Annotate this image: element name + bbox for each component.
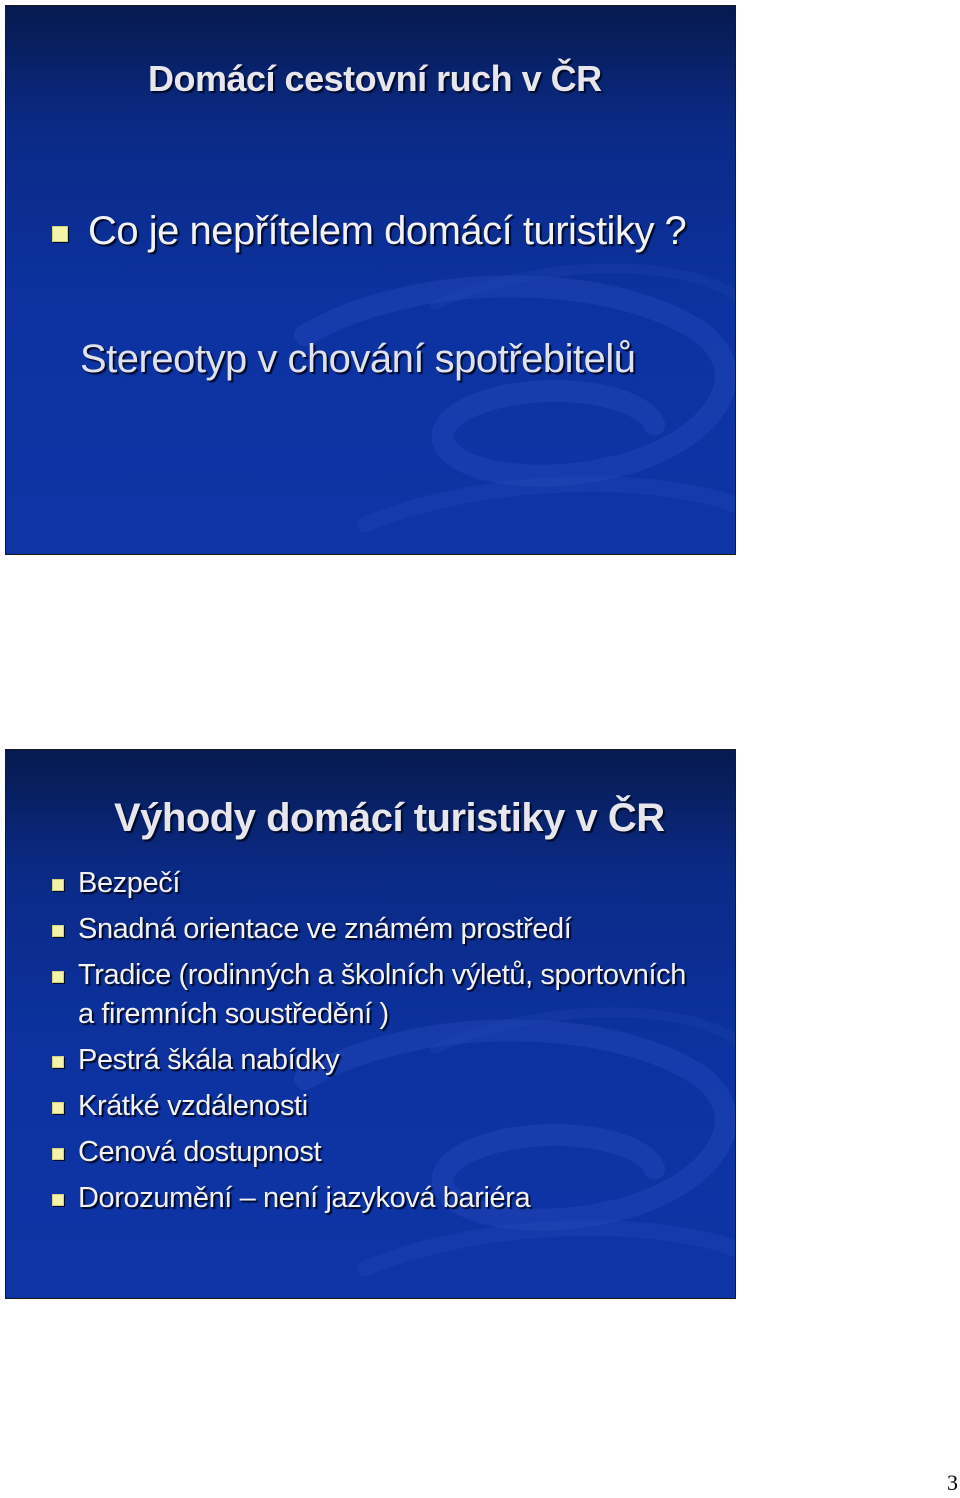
list-item-text: Bezpečí (78, 867, 180, 899)
list-item (52, 956, 698, 1034)
slide-1-bullet-item (52, 209, 686, 254)
slide-1 (5, 5, 736, 555)
list-item-text: Tradice (rodinných a školních výletů, sportovních a firemních soustředění ) (78, 959, 686, 1030)
list-item-text: Cenová dostupnost (78, 1136, 322, 1168)
list-item (52, 1087, 698, 1126)
square-bullet-icon (52, 925, 64, 937)
list-item (52, 864, 698, 903)
list-item-text: Snadná orientace ve známém prostředí (78, 913, 572, 945)
slide-1-title: Domácí cestovní ruch v ČR (148, 58, 602, 99)
square-bullet-icon (52, 1194, 64, 1206)
square-bullet-icon (52, 879, 64, 891)
list-item-text: Krátké vzdálenosti (78, 1090, 308, 1122)
slide-2-bullet-list (52, 864, 698, 1225)
list-item (52, 1041, 698, 1080)
slide-1-bullet-text: Co je nepřítelem domácí turistiky ? (88, 209, 687, 253)
square-bullet-icon (52, 1148, 64, 1160)
square-bullet-icon (52, 226, 68, 242)
list-item-text: Dorozumění – není jazyková bariéra (78, 1182, 531, 1214)
list-item (52, 1179, 698, 1218)
list-item (52, 1133, 698, 1172)
slide-2 (5, 749, 736, 1299)
list-item-text: Pestrá škála nabídky (78, 1044, 340, 1076)
square-bullet-icon (52, 971, 64, 983)
page-number: 3 (947, 1470, 958, 1495)
slide-1-subtext: Stereotyp v chování spotřebitelů (80, 337, 636, 381)
list-item (52, 910, 698, 949)
square-bullet-icon (52, 1102, 64, 1114)
slide-2-title: Výhody domácí turistiky v ČR (114, 796, 665, 840)
square-bullet-icon (52, 1056, 64, 1068)
